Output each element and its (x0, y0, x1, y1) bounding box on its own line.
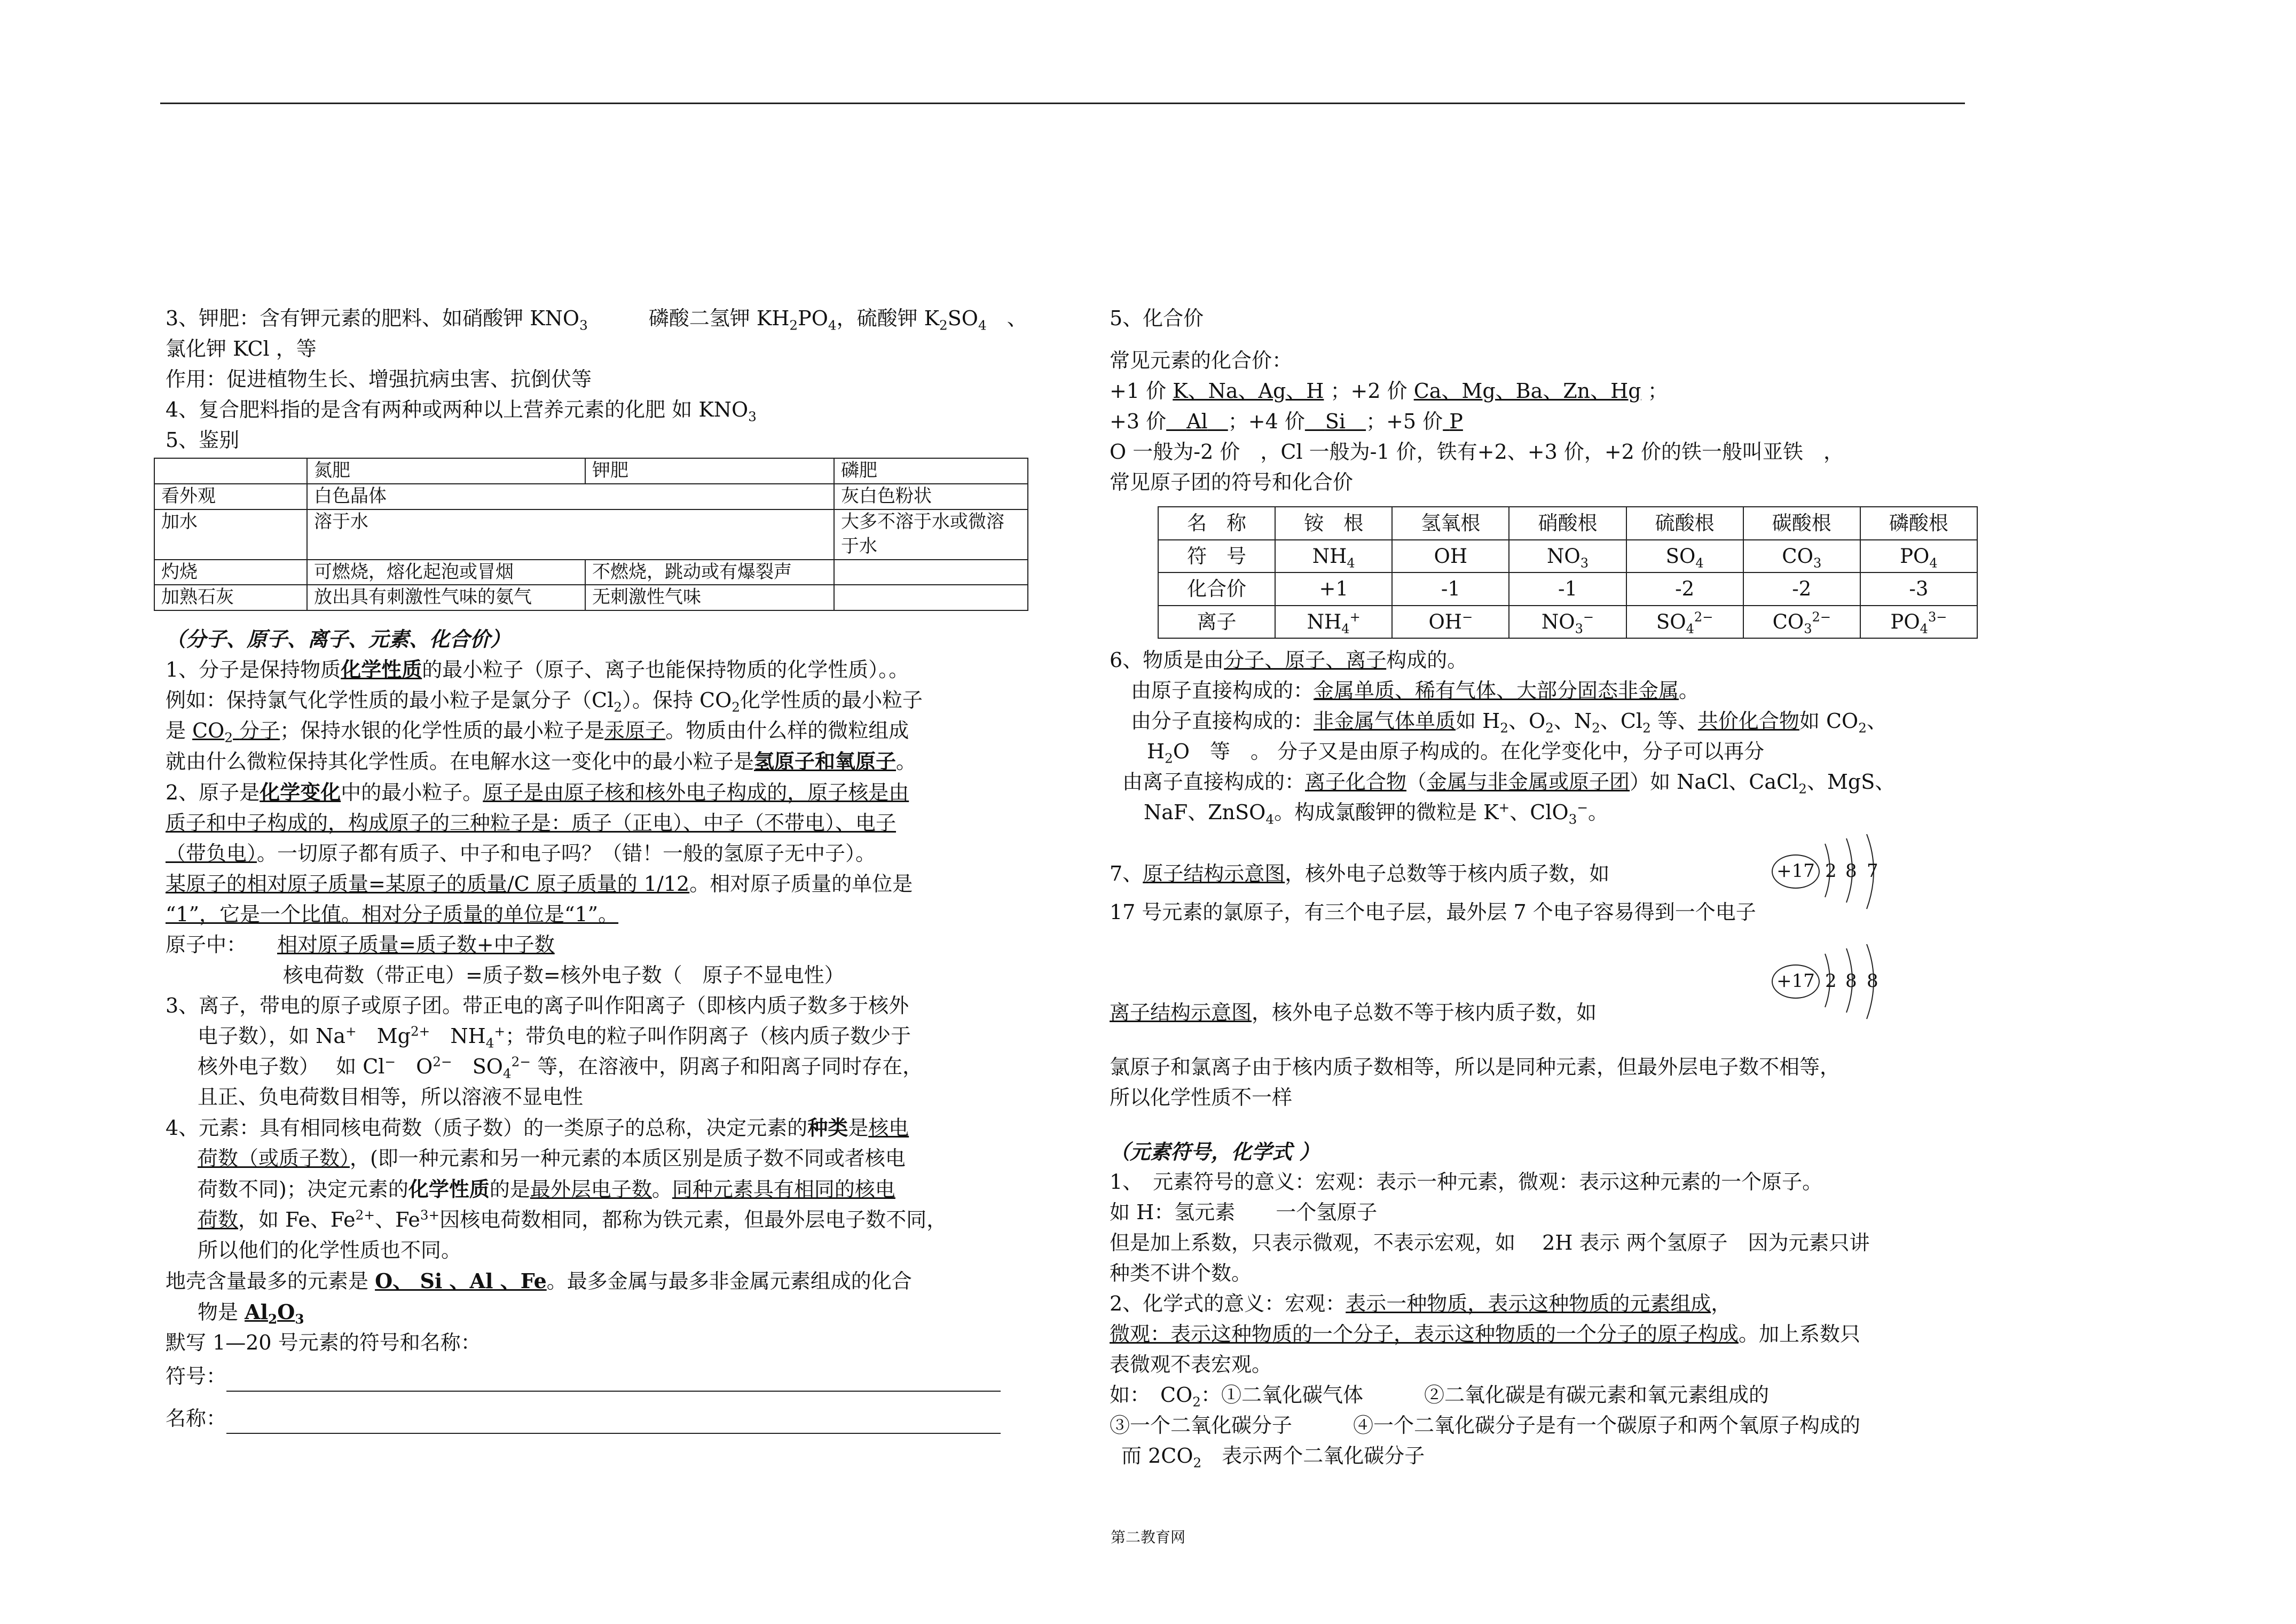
ion-line-4: 且正、负电荷数目相等，所以溶液不显电性 (198, 1085, 584, 1109)
element-line-2: 荷数（或质子数），(即一种元素和另一种元素的本质区别是质子数不同或者核电 (198, 1147, 906, 1171)
symbol-line-1: 1、 元素符号的意义：宏观：表示一种元素，微观：表示这种元素的一个原子。 (1110, 1170, 1823, 1194)
symbol-fill-line: 符号： (166, 1361, 1041, 1392)
table-row: 灼烧 可燃烧，熔化起泡或冒烟 不燃烧，跳动或有爆裂声 (154, 560, 1028, 585)
symbol-blank[interactable] (226, 1371, 1001, 1392)
table-row: 符 号 $NH_4$ OH $NO_3$ $SO_4$ $CO_3$ $PO_4$ (1158, 540, 1977, 573)
substance-line-6: NaF、ZnSO$_4$。构成氯酸钾的微粒是 K+、ClO$_3$−。 (1144, 799, 1609, 827)
substance-line-5: 由离子直接构成的：离子化合物（金属与非金属或原子团）如 NaCl、CaCl$_2$、MgS、 (1122, 770, 1896, 797)
ion-cell: $CO_3^{2-}$ (1743, 606, 1860, 639)
ion-cell: $NO_3^-$ (1509, 606, 1626, 639)
valence-line-1: 常见元素的化合价： (1110, 349, 1293, 372)
symbol-line-4: 种类不讲个数。 (1110, 1261, 1252, 1285)
page-footer: 第二教育网 (1110, 1528, 1185, 1546)
chlorine-atom-diagram (1772, 834, 1932, 920)
molecule-line-3: 是 $CO_2$ 分子；保持水银的化学性质的最小粒子是汞原子。物质由什么样的微粒组成 (166, 719, 909, 746)
name-fill-line: 名称： (166, 1403, 1041, 1434)
formula-line-6: 而 $2CO_2$ 表示两个二氧化碳分子 (1121, 1444, 1425, 1471)
formula-cell: $CO_3$ (1743, 540, 1860, 573)
dictation-line: 默写 1—20 号元素的符号和名称： (166, 1331, 481, 1355)
ion-line-3: 核外电子数） 如 Cl− $O^{2-}$ $SO_4^{2-}$ 等，在溶液中，阴离子和阳离子同时存在， (198, 1054, 923, 1081)
shell-count: 2 (1825, 970, 1837, 992)
ion-cell: $SO_4^{2-}$ (1626, 606, 1743, 639)
atom-line-3: （带负电）。一切原子都有质子、中子和电子吗？（错！一般的氢原子无中子）。 (166, 842, 876, 866)
valence-line-3: +3 价 Al ；+4 价 Si ；+5 价 P (1110, 410, 1463, 433)
structure-section (1110, 828, 2012, 1047)
structure-line-3: 离子结构示意图，核外电子总数不等于核内质子数，如 (1110, 1001, 1597, 1024)
shell-count: 8 (1845, 860, 1857, 882)
formula-line-5: ③一个二氧化碳分子 ④一个二氧化碳分子是有一个碳原子和两个氧原子构成的 (1110, 1414, 1861, 1437)
formula-cell: $NH_4$ (1275, 540, 1392, 573)
table-row: 看外观 白色晶体 灰白色粉状 (154, 484, 1028, 509)
valence-heading: 5、化合价 (1110, 307, 1204, 330)
substance-line-4: $H_2O$ 等 。 分子又是由原子构成的。在化学变化中，分子可以再分 (1147, 740, 1765, 766)
left-column (161, 303, 1041, 1434)
header-rule (160, 103, 1965, 104)
valence-line-4: O 一般为-2 价 ，Cl 一般为-1 价，铁有+2、+3 价，+2 价的铁一般叫亚铁 ， (1110, 440, 1844, 464)
formula-line-1: 2、化学式的意义：宏观：表示一种物质，表示这种物质的元素组成， (1110, 1292, 1732, 1315)
atom-line-4: 某原子的相对原子质量=某原子的质量/C 原子质量的 1/12。相对原子质量的单位是 (166, 872, 913, 896)
section-heading-symbols: （元素符号，化学式 ） (1110, 1140, 1320, 1164)
crust-line-2: 物是 $Al_2O_3$ (198, 1300, 304, 1327)
potash-line-1: 3、钾肥：含有钾元素的肥料、如硝酸钾 $KNO_3$ 磷酸二氢钾 $KH_2PO_4$，硫酸钾 $K_2SO_4$ 、 (166, 307, 1027, 333)
molecule-line-4: 就由什么微粒保持其化学性质。在电解水这一变化中的最小粒子是氢原子和氧原子。 (166, 749, 917, 774)
right-column (1110, 303, 2012, 1471)
substance-line-1: 6、物质是由分子、原子、离子构成的。 (1110, 648, 1468, 672)
valence-line-2: +1 价 K、Na、Ag、H ；+2 价 Ca、Mg、Ba、Zn、Hg ； (1110, 379, 1668, 403)
element-line-4: 荷数，如 Fe、$Fe^{2+}$、$Fe^{3+}$因核电荷数相同，都称为铁元素，但最外层电子数不同， (198, 1207, 947, 1232)
shell-count: 2 (1825, 860, 1837, 882)
shell-count: 8 (1845, 970, 1857, 992)
potash-line-2: 氯化钾 KCl ，等 (166, 337, 317, 360)
fertilizer-table (154, 458, 1028, 611)
potash-effect: 作用：促进植物生长、增强抗病虫害、抗倒伏等 (166, 367, 592, 391)
table-row: 加熟石灰 放出具有刺激性气味的氨气 无刺激性气味 (154, 585, 1028, 610)
atom-line-6: 原子中： 相对原子质量=质子数+中子数 (166, 933, 555, 957)
structure-line-5: 所以化学性质不一样 (1110, 1086, 1293, 1109)
formula-line-2: 微观：表示这种物质的一个分子，表示这种物质的一个分子的原子构成。加上系数只 (1110, 1322, 1861, 1346)
atom-line-7: 核电荷数（带正电）=质子数=核外电子数（ 原子不显电性） (283, 963, 845, 987)
substance-line-2: 由原子直接构成的：金属单质、稀有气体、大部分固态非金属。 (1131, 679, 1700, 702)
table-row: 加水 溶于水 大多不溶于水或微溶于水 (154, 509, 1028, 560)
substance-line-3: 由分子直接构成的：非金属气体单质如 $H_2$、$O_2$、$N_2$、$Cl_2$ 等、共价化合物如 $CO_2$、 (1131, 709, 1887, 736)
chloride-ion-diagram (1772, 944, 1932, 1030)
compound-fertilizer: 4、复合肥料指的是含有两种或两种以上营养元素的化肥 如 $KNO_3$ (166, 398, 757, 425)
name-blank[interactable] (226, 1414, 1001, 1434)
symbol-line-3: 但是加上系数，只表示微观，不表示宏观，如 2H 表示 两个氢原子 因为元素只讲 (1110, 1231, 1870, 1254)
table-row: 氮肥 钾肥 磷肥 (154, 458, 1028, 484)
element-line-3: 荷数不同)；决定元素的化学性质的是最外层电子数。同种元素具有相同的核电 (198, 1177, 895, 1202)
formula-line-4: 如： $CO_2$：①二氧化碳气体 ②二氧化碳是有碳元素和氧元素组成的 (1110, 1383, 1769, 1410)
crust-line-1: 地壳含量最多的元素是 O、 Si 、Al 、Fe。最多金属与最多非金属元素组成的化合 (166, 1269, 912, 1293)
ion-cell: OH− (1392, 606, 1509, 639)
radical-table (1158, 506, 1978, 639)
identify-heading: 5、鉴别 (166, 428, 240, 452)
section-heading-molecules: （分子、原子、离子、元素、化合价） (166, 627, 511, 652)
ion-cell: $NH_4^+$ (1275, 606, 1392, 639)
shell-count: 8 (1867, 970, 1878, 992)
structure-line-1: 7、原子结构示意图，核外电子总数等于核内质子数，如 (1110, 862, 1610, 885)
ion-cell: $PO_4^{3-}$ (1860, 606, 1977, 639)
nucleus: +17 (1772, 854, 1820, 889)
table-row: 化合价 +1 -1 -1 -2 -2 -3 (1158, 572, 1977, 606)
shell-count: 7 (1867, 860, 1878, 882)
atom-line-1: 2、原子是化学变化中的最小粒子。原子是由原子核和核外电子构成的，原子核是由 (166, 780, 909, 805)
nucleus: +17 (1772, 964, 1820, 999)
atom-line-5: “1”，它是一个比值。相对分子质量的单位是“1”。 (166, 903, 619, 927)
table-row: 离子 $NH_4^+$ OH− $NO_3^-$ $SO_4^{2-}$ $CO_3^{2-}$ $PO_4^{3-}$ (1158, 606, 1977, 639)
structure-line-2: 17 号元素的氯原子，有三个电子层，最外层 7 个电子容易得到一个电子 (1110, 900, 1756, 924)
molecule-line-1: 1、分子是保持物质化学性质的最小粒子（原子、离子也能保持物质的化学性质）。。 (166, 657, 909, 682)
structure-line-4: 氯原子和氯离子由于核内质子数相等，所以是同种元素，但最外层电子数不相等， (1110, 1055, 1841, 1079)
molecule-line-2: 例如：保持氯气化学性质的最小粒子是氯分子$(Cl_2)$。保持 $CO_2$化学性质的最小粒子 (166, 688, 923, 715)
formula-cell: $PO_4$ (1860, 540, 1977, 573)
ion-line-1: 3、离子，带电的原子或原子团。带正电的离子叫作阳离子（即核内质子数多于核外 (166, 994, 909, 1018)
formula-line-3: 表微观不表宏观。 (1110, 1353, 1272, 1376)
symbol-line-2: 如 H：氢元素 一个氢原子 (1110, 1201, 1378, 1224)
atom-line-2: 质子和中子构成的，构成原子的三种粒子是：质子（正电）、中子（不带电）、电子 (166, 811, 897, 835)
formula-cell: $SO_4$ (1626, 540, 1743, 573)
formula-cell: $NO_3$ (1509, 540, 1626, 573)
ion-line-2: 电子数），如 Na+ $Mg^{2+}$ $NH_4^+$；带负电的粒子叫作阴离子（核内质子数少于 (198, 1023, 911, 1051)
element-line-1: 4、元素：具有相同核电荷数（质子数）的一类原子的总称，决定元素的种类是核电 (166, 1116, 909, 1140)
element-line-5: 所以他们的化学性质也不同。 (198, 1238, 462, 1262)
table-row: 名 称 铵 根 氢氧根 硝酸根 硫酸根 碳酸根 磷酸根 (1158, 507, 1977, 540)
valence-line-5: 常见原子团的符号和化合价 (1110, 470, 1354, 494)
